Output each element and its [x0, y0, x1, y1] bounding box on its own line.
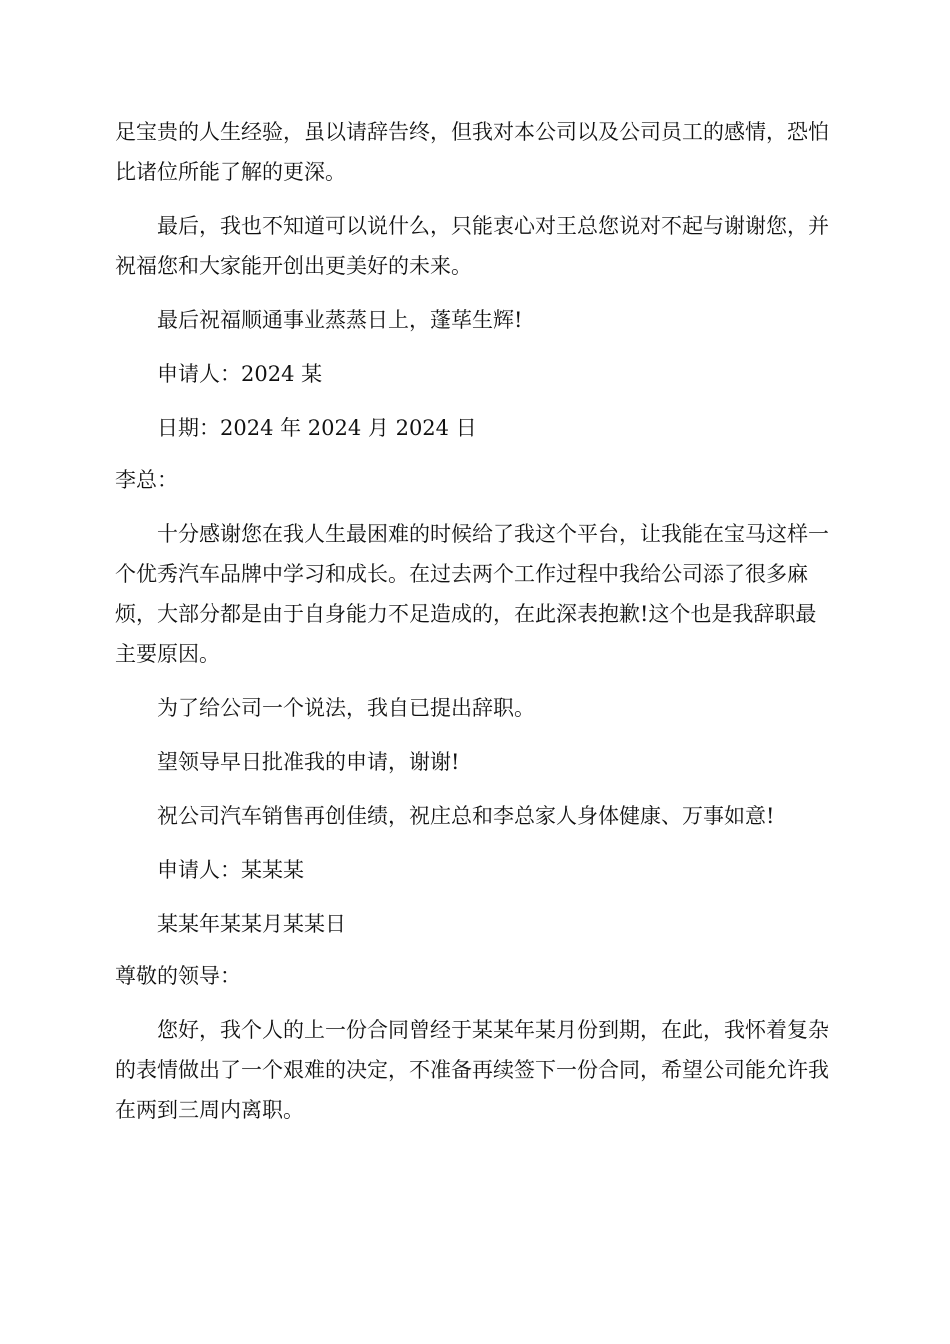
paragraph-continuation: 足宝贵的人生经验，虽以请辞告终，但我对本公司以及公司员工的感情，恐怕比诸位所能了解的更深。 — [115, 120, 829, 184]
paragraph-blessing: 最后祝福顺通事业蒸蒸日上，蓬荜生辉! — [157, 308, 523, 332]
paragraph-wishes: 祝公司汽车销售再创佳绩，祝庄总和李总家人身体健康、万事如意! — [157, 804, 775, 828]
paragraph-reason: 为了给公司一个说法，我自已提出辞职。 — [157, 696, 535, 720]
salutation-li: 李总： — [115, 468, 178, 492]
applicant-line-2: 申请人：某某某 — [157, 858, 304, 882]
paragraph-contract: 您好，我个人的上一份合同曾经于某某年某月份到期，在此，我怀着复杂的表情做出了一个艰难的决定，不准备再续签下一份合同，希望公司能允许我在两到三周内离职。 — [115, 1018, 829, 1122]
applicant-line: 申请人：2024 某 — [157, 362, 323, 386]
paragraph-request: 望领导早日批准我的申请，谢谢! — [157, 750, 460, 774]
paragraph-closing-thanks: 最后，我也不知道可以说什么，只能衷心对王总您说对不起与谢谢您，并祝福您和大家能开创出更美好的未来。 — [115, 214, 829, 278]
document-body — [115, 112, 835, 1130]
date-line-2: 某某年某某月某某日 — [157, 912, 346, 936]
paragraph-gratitude: 十分感谢您在我人生最困难的时候给了我这个平台，让我能在宝马这样一个优秀汽车品牌中学习和成长。在过去两个工作过程中我给公司添了很多麻烦，大部分都是由于自身能力不足造成的，在此深表抱歉!这个也是我辞职最主要原因。 — [115, 522, 829, 666]
date-line: 日期：2024 年 2024 月 2024 日 — [157, 416, 477, 440]
salutation-leader: 尊敬的领导： — [115, 964, 241, 988]
